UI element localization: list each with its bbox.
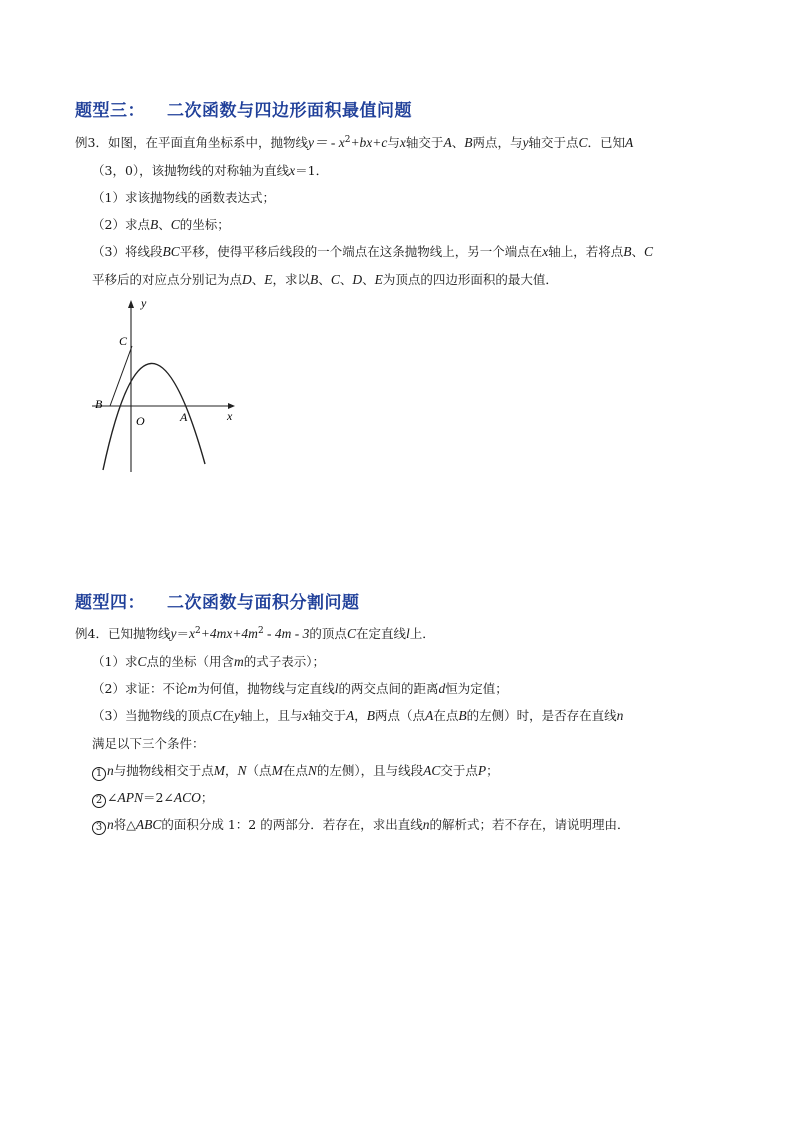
math: A (625, 135, 634, 150)
text: ； (200, 790, 214, 805)
text: ＝1． (295, 163, 329, 178)
math: C (330, 272, 340, 287)
section-label: 题型四： (75, 593, 145, 613)
text: （3）当抛物线的顶点 (92, 708, 213, 723)
text: 与 (387, 135, 400, 150)
text: 的左侧）时，是否存在直线 (466, 708, 617, 723)
math: +bx+c (350, 135, 388, 150)
parabola-curve (103, 363, 205, 470)
math: AC (423, 763, 441, 778)
point-c-label: C (119, 334, 128, 348)
text: 在点 (282, 763, 308, 778)
text: 的顶点 (309, 626, 347, 641)
math: C (644, 244, 654, 259)
text: （点 (246, 763, 272, 778)
text: 轴交于 (405, 135, 444, 150)
example4-condition2 (92, 789, 213, 808)
example4-question3-line1 (92, 707, 623, 725)
text: 的坐标； (179, 217, 230, 232)
math: ACO (173, 790, 201, 805)
text: 两点（点 (375, 708, 426, 723)
math: ＝ (176, 626, 189, 641)
math: n (107, 817, 114, 832)
math: B (310, 272, 319, 287)
math: y＝ - x (307, 135, 345, 150)
math: M (271, 763, 283, 778)
text: 交于点 (440, 763, 478, 778)
text: ， (354, 708, 367, 723)
text: 的式子表示）； (243, 654, 325, 669)
math: C (346, 626, 356, 641)
math: y (234, 708, 240, 723)
example3-question3-line2 (92, 271, 558, 289)
math: x (302, 708, 309, 723)
math: - 4m - 3 (263, 626, 310, 641)
text: 例4．已知抛物线 (75, 626, 171, 641)
math: E (374, 272, 383, 287)
text: 在点 (433, 708, 459, 723)
math: C (212, 708, 222, 723)
superscript: 2 (257, 625, 264, 636)
text: 两点，与 (472, 135, 523, 150)
math: C (170, 217, 180, 232)
text: 的面积分成 1：2 的两部分．若存在，求出直线 (161, 817, 423, 832)
example4-question1 (92, 653, 325, 671)
y-axis-label: y (141, 296, 147, 310)
math: l (405, 626, 410, 641)
text: 、 (339, 272, 353, 287)
math: x (399, 135, 406, 150)
text: 轴上，且与 (240, 708, 303, 723)
math: m (187, 681, 198, 696)
math: +4mx+4m (200, 626, 258, 641)
math: D (352, 272, 363, 287)
example3-question3-line1 (92, 243, 653, 261)
text: 、 (362, 272, 375, 287)
example4-question3-line2: 满足以下三个条件： (92, 736, 205, 751)
text: 、 (631, 244, 645, 259)
text: ．已知 (587, 135, 626, 150)
math: A (425, 708, 434, 723)
superscript: 2 (344, 134, 351, 145)
text: （3，0），该抛物线的对称轴为直线 (92, 163, 290, 178)
math: d (438, 681, 446, 696)
example4-condition1 (92, 762, 499, 781)
text: 例3．如图，在平面直角坐标系中，抛物线 (75, 135, 308, 150)
section-heading-4 (75, 588, 360, 613)
text: 与抛物线相交于点 (113, 763, 214, 778)
example4-condition3 (92, 816, 630, 835)
text: ， (225, 763, 238, 778)
text: 、 (158, 217, 171, 232)
text: （2）求证：不论 (92, 681, 188, 696)
math: A (346, 708, 355, 723)
text: 上． (409, 626, 435, 641)
example3-line2 (92, 162, 328, 180)
text: （1）求 (92, 654, 138, 669)
text: 的两交点间的距离 (338, 681, 439, 696)
math: y (170, 626, 177, 641)
math: x (289, 163, 296, 178)
math: P (477, 763, 487, 778)
math: BC (162, 244, 180, 259)
text: 、 (251, 272, 265, 287)
math: B (366, 708, 376, 723)
text: 恒为定值； (445, 681, 508, 696)
origin-label: O (136, 414, 145, 428)
math: x (542, 244, 549, 259)
section-title: 二次函数与面积分割问题 (167, 593, 360, 613)
math: B (458, 708, 467, 723)
text: ，求以 (272, 272, 311, 287)
text: 轴交于 (308, 708, 347, 723)
text: （3）将线段 (92, 244, 163, 259)
math: E (264, 272, 273, 287)
text: 在 (221, 708, 234, 723)
superscript: 2 (194, 625, 201, 636)
math: C (578, 135, 588, 150)
text: 在定直线 (355, 626, 406, 641)
math: N (237, 763, 247, 778)
segment-bc (110, 346, 132, 406)
text: 平移，使得平移后线段的一个端点在这条抛物线上，另一个端点在 (179, 244, 543, 259)
text: 轴上，若将点 (548, 244, 624, 259)
text: （2）求点 (92, 217, 150, 232)
text: 为何值，抛物线与定直线 (197, 681, 335, 696)
math: l (334, 681, 339, 696)
example4-line1 (75, 625, 435, 643)
circled-number: 2 (92, 794, 106, 808)
math: m (233, 654, 244, 669)
example3-question1: （1）求该抛物线的函数表达式； (92, 190, 275, 205)
math: y (522, 135, 529, 150)
text: ； (486, 763, 499, 778)
text: 点的坐标（用含 (146, 654, 234, 669)
parabola-figure (88, 294, 248, 476)
section-title: 二次函数与四边形面积最值问题 (167, 101, 412, 121)
math: A (443, 135, 452, 150)
circled-number: 1 (92, 767, 106, 781)
text: 的解析式；若不存在，请说明理由． (429, 817, 630, 832)
math: n (107, 763, 114, 778)
y-axis-arrow (128, 300, 134, 308)
text: 平移后的对应点分别记为点 (92, 272, 243, 287)
example3-line1 (75, 134, 633, 152)
example4-question2 (92, 680, 508, 698)
math: B (464, 135, 473, 150)
math: ABC (135, 817, 162, 832)
math: M (213, 763, 226, 778)
section-heading-3 (75, 96, 412, 121)
text: 轴交于点 (528, 135, 579, 150)
math: C (137, 654, 147, 669)
math: n (422, 817, 430, 832)
x-axis-label: x (227, 409, 233, 423)
math: B (623, 244, 632, 259)
text: ∠ (107, 790, 118, 805)
text: ＝2∠ (142, 790, 174, 805)
point-b-label: B (95, 397, 103, 411)
section-label: 题型三： (75, 101, 145, 121)
circled-number: 3 (92, 821, 106, 835)
text: 为顶点的四边形面积的最大值． (382, 272, 558, 287)
example3-question2 (92, 216, 230, 234)
text: 将△ (113, 817, 136, 832)
text: 、 (451, 135, 465, 150)
math: n (616, 708, 624, 723)
point-a-label: A (180, 410, 188, 424)
math: D (242, 272, 252, 287)
text: 的左侧），且与线段 (316, 763, 424, 778)
math: N (307, 763, 317, 778)
math: APN (117, 790, 143, 805)
math: x (188, 626, 195, 641)
text: 、 (318, 272, 331, 287)
math: B (149, 217, 159, 232)
